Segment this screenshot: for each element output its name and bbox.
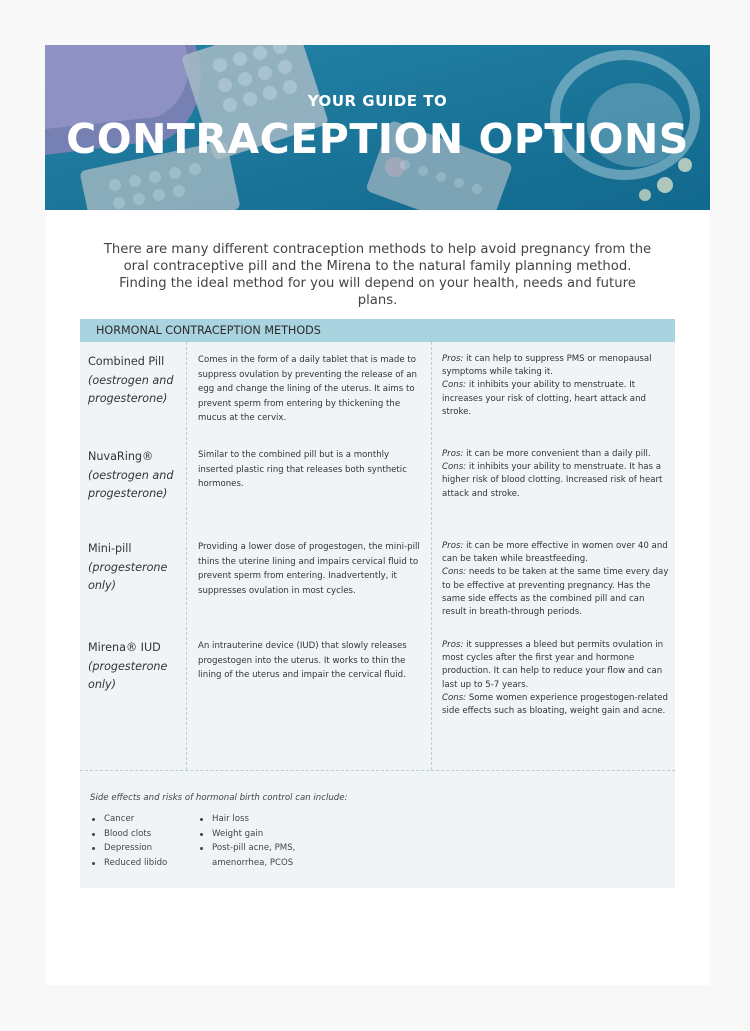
method-hormones: (progesterone only) [88, 560, 168, 592]
guide-page [45, 45, 710, 985]
pros-label: Pros: [442, 640, 464, 650]
method-name [88, 353, 183, 409]
pros-label: Pros: [442, 541, 464, 551]
side-effects-title: Side effects and risks of hormonal birth control can include: [90, 793, 348, 803]
hormonal-methods-table [80, 319, 675, 888]
hero-banner [45, 45, 710, 210]
cons-label: Cons: [442, 462, 467, 473]
list-item: Post-pill acne, PMS, [198, 841, 295, 856]
method-name [88, 540, 183, 596]
method-description: Similar to the combined pill but is a monthly inserted plastic ring that releases both synthetic hormones. [198, 450, 407, 489]
column-divider [431, 342, 432, 770]
pros-text: it can be more convenient than a daily pill. [466, 449, 651, 459]
hero-title: CONTRACEPTION OPTIONS [66, 115, 689, 163]
list-item: Cancer [90, 812, 167, 827]
table-body [80, 342, 675, 771]
list-item: Depression [90, 841, 167, 856]
cons-text: Some women experience progestogen-related side effects such as bloating, weight gain and acne. [442, 692, 668, 717]
table-header: HORMONAL CONTRACEPTION METHODS [80, 319, 675, 342]
method-description: Providing a lower dose of progestogen, the mini-pill thins the uterine lining and impairs cervical fluid to prevent sperm from entering. Inadvertently, it suppresses ovulation in most cycles. [198, 542, 420, 596]
pros-text: it can help to suppress PMS or menopausal symptoms while taking it. [442, 354, 652, 378]
list-item: Blood clots [90, 827, 167, 842]
hero-kicker: YOUR GUIDE TO [307, 92, 448, 110]
cons-text: it inhibits your ability to menstruate. It increases your risk of clotting, heart attack and stroke. [442, 380, 646, 417]
cons-label: Cons: [442, 567, 467, 578]
side-effects-section [80, 771, 675, 888]
method-title: NuvaRing® [88, 450, 154, 463]
method-hormones: (oestrogen and progesterone) [88, 373, 174, 405]
method-description: An intrauterine device (IUD) that slowly releases progestogen into the uterus. It works to thin the lining of the uterus and impair the cervical fluid. [198, 641, 407, 680]
pros-text: it suppresses a bleed but permits ovulation in most cycles after the first year and hormone production. It can help to reduce your flow and can last up to 5-7 years. [442, 640, 664, 690]
side-effects-list-1 [90, 812, 167, 870]
method-pros-cons [442, 448, 670, 501]
list-item-continuation: amenorrhea, PCOS [212, 857, 294, 868]
side-effects-list-2 [198, 812, 295, 870]
method-title: Mini-pill [88, 542, 132, 555]
method-pros-cons [442, 639, 670, 718]
pros-label: Pros: [442, 449, 464, 459]
list-item: Hair loss [198, 812, 295, 827]
intro-paragraph: There are many different contraception methods to help avoid pregnancy from the oral contraceptive pill and the Mirena to the natural family planning method. Finding the ideal method for you will depend on your health, needs and future plans. [103, 242, 652, 308]
method-title: Mirena® IUD [88, 641, 161, 654]
method-description: Comes in the form of a daily tablet that is made to suppress ovulation by preventing the release of an egg and change the lining of the uterus. It aims to prevent sperm from entering by thickening the mucus at the cervix. [198, 355, 417, 423]
cons-label: Cons: [442, 692, 467, 703]
method-pros-cons [442, 540, 670, 619]
cons-text: needs to be taken at the same time every day to be effective at preventing pregnancy. Has the same side effects as the combined pill and can result in breath-through periods. [442, 567, 669, 618]
pros-label: Pros: [442, 354, 464, 364]
list-item: Weight gain [198, 827, 295, 842]
method-name [88, 639, 183, 695]
pros-text: it can be more effective in women over 40 and can be taken while breastfeeding. [442, 541, 668, 565]
method-name [88, 448, 183, 504]
method-hormones: (oestrogen and progesterone) [88, 468, 174, 500]
method-hormones: (progesterone only) [88, 659, 168, 691]
method-pros-cons [442, 353, 670, 419]
cons-text: it inhibits your ability to menstruate. It has a higher risk of blood clotting. Increased risk of heart attack and stroke. [442, 462, 663, 499]
list-item: Reduced libido [90, 856, 167, 871]
cons-label: Cons: [442, 380, 467, 391]
column-divider [186, 342, 187, 770]
method-title: Combined Pill [88, 355, 165, 368]
